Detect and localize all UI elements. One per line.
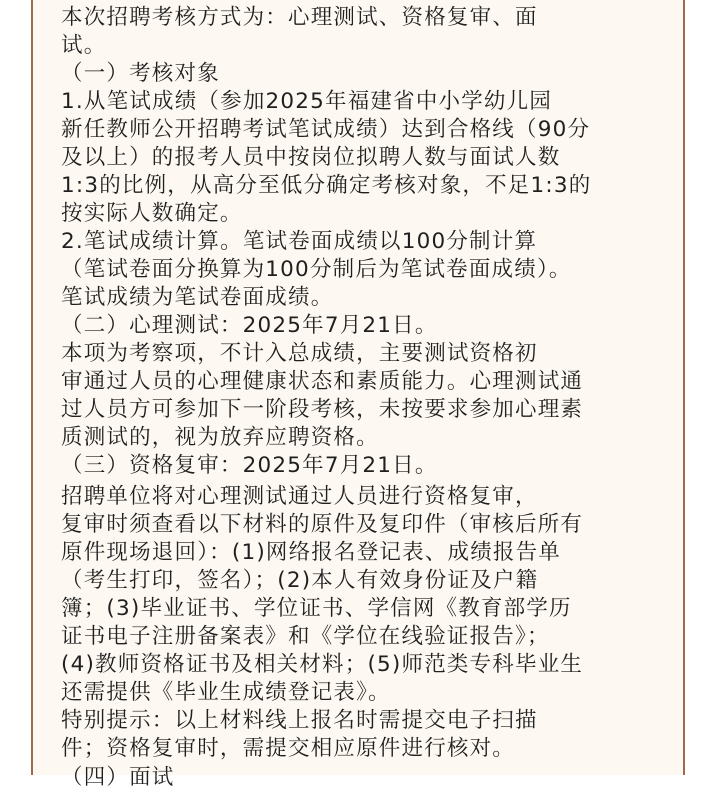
text-line-11: 笔试成绩为笔试卷面成绩。 bbox=[61, 285, 334, 310]
text-line-4: 1.从笔试成绩（参加2025年福建省中小学幼儿园 bbox=[61, 89, 553, 114]
text-line-14: 审通过人员的心理健康状态和素质能力。心理测试通 bbox=[61, 369, 584, 394]
section-heading-2: （二）心理测试：2025年7月21日。 bbox=[61, 313, 438, 338]
text-line-9: 2.笔试成绩计算。笔试卷面成绩以100分制计算 bbox=[61, 229, 538, 254]
text-line-13: 本项为考察项，不计入总成绩，主要测试资格初 bbox=[61, 341, 538, 366]
section-heading-3: （三）资格复审：2025年7月21日。 bbox=[61, 453, 438, 478]
text-line-6: 及以上）的报考人员中按岗位拟聘人数与面试人数 bbox=[61, 145, 561, 170]
text-line-22: 簿；(3)毕业证书、学位证书、学信网《教育部学历 bbox=[61, 596, 572, 621]
text-line-26: 特别提示：以上材料线上报名时需提交电子扫描 bbox=[61, 708, 538, 733]
text-line-5: 新任教师公开招聘考试笔试成绩）达到合格线（90分 bbox=[61, 117, 591, 142]
text-line-27: 件；资格复审时，需提交相应原件进行核对。 bbox=[61, 736, 516, 761]
text-line-23: 证书电子注册备案表》和《学位在线验证报告》； bbox=[61, 624, 550, 649]
text-line-7: 1:3的比例，从高分至低分确定考核对象，不足1:3的 bbox=[61, 173, 592, 198]
text-line-10: （笔试卷面分换算为100分制后为笔试卷面成绩）。 bbox=[61, 257, 572, 282]
text-line-24: (4)教师资格证书及相关材料；(5)师范类专科毕业生 bbox=[61, 652, 584, 677]
text-line-20: 原件现场退回）：(1)网络报名登记表、成绩报告单 bbox=[61, 540, 562, 565]
text-line-21: （考生打印，签名）；(2)本人有效身份证及户籍 bbox=[61, 568, 539, 593]
text-line-2: 试。 bbox=[61, 33, 107, 58]
text-line-18: 招聘单位将对心理测试通过人员进行资格复审， bbox=[61, 484, 538, 509]
section-heading-1: （一）考核对象 bbox=[61, 61, 220, 86]
document-page bbox=[31, 0, 685, 790]
text-line-1: 本次招聘考核方式为：心理测试、资格复审、面 bbox=[61, 5, 538, 30]
text-line-16: 质测试的，视为放弃应聘资格。 bbox=[61, 425, 379, 450]
text-line-15: 过人员方可参加下一阶段考核，未按要求参加心理素 bbox=[61, 397, 584, 422]
section-heading-4: （四）面试 bbox=[61, 765, 175, 790]
text-line-19: 复审时须查看以下材料的原件及复印件（审核后所有 bbox=[61, 512, 584, 537]
text-line-8: 按实际人数确定。 bbox=[61, 201, 243, 226]
text-line-25: 还需提供《毕业生成绩登记表》。 bbox=[61, 680, 391, 705]
